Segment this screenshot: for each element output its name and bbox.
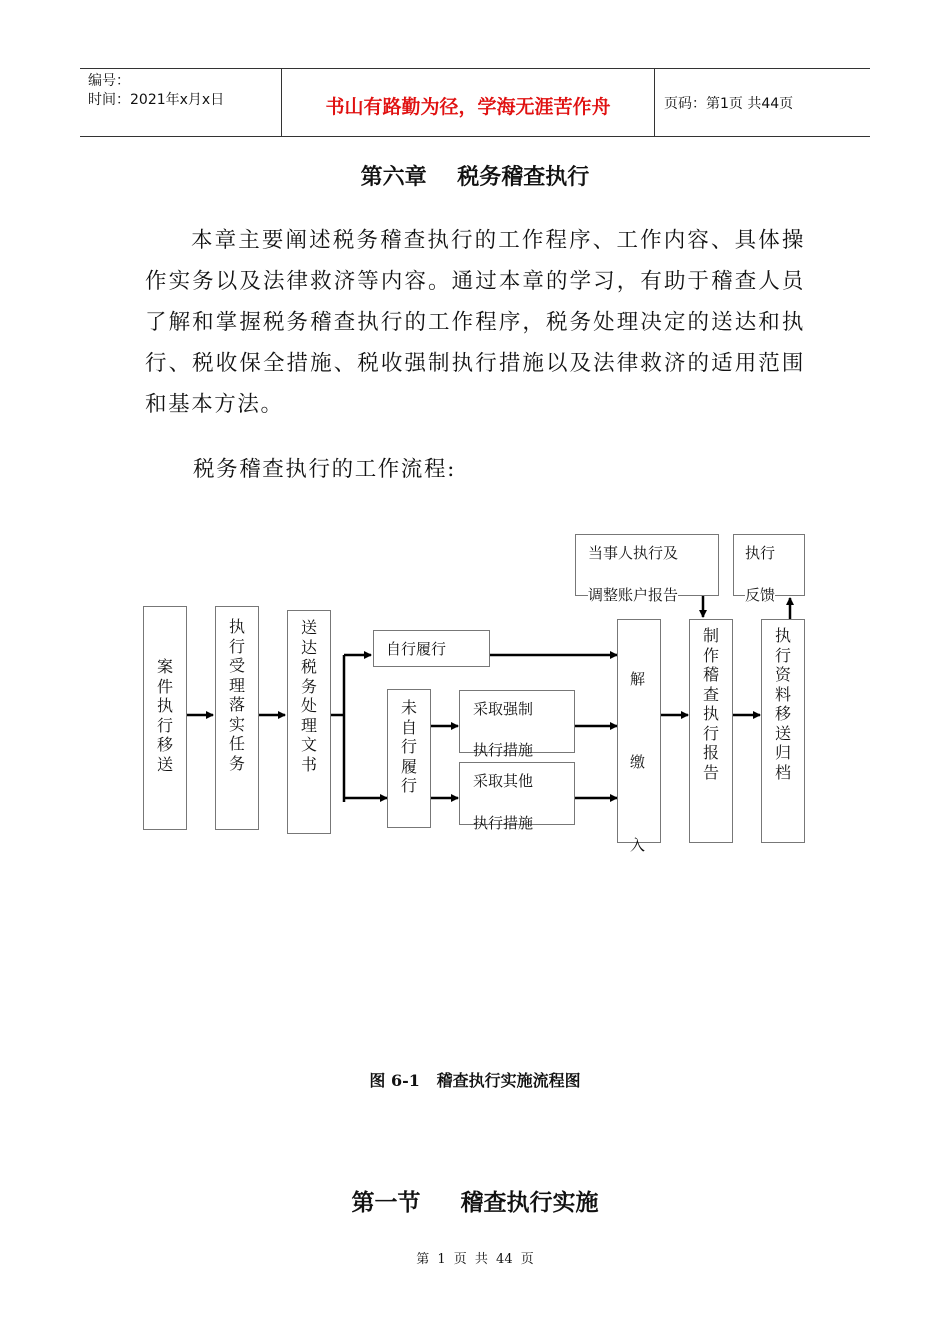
- intro-paragraph-text: 本章主要阐述税务稽查执行的工作程序、工作内容、具体操作实务以及法律救济等内容。通过本章的学习，有助于稽查人员了解和掌握税务稽查执行的工作程序，税务处理决定的送达和执行、税收保全措施、税收强制执行措施以及法律救济的适用范围和基本方法。: [145, 228, 805, 417]
- box-feedback-line2: 反馈: [745, 586, 776, 604]
- box-feedback: [733, 534, 805, 604]
- box-feedback-line1: 执行: [745, 544, 776, 562]
- box-not-self-perform-label: 未 自 行 履 行: [400, 698, 417, 795]
- box-enforce-measures-line1: 采取强制: [473, 700, 534, 718]
- box-self-perform-label: 自行履行: [386, 640, 447, 658]
- box-archive: [761, 619, 805, 843]
- box-not-self-perform: [387, 689, 431, 828]
- box-case-transfer: [143, 606, 187, 830]
- box-party-report-line2: 调整账户报告: [588, 586, 679, 604]
- box-accept-task: [215, 606, 259, 830]
- box-party-report: [575, 534, 719, 604]
- box-payment-char-1: 解: [630, 670, 646, 688]
- flow-intro-text: 税务稽查执行的工作流程:: [193, 457, 456, 482]
- box-party-report-line1: 当事人执行及: [588, 544, 679, 562]
- box-other-measures-line1: 采取其他: [473, 772, 534, 790]
- box-case-transfer-label: 案 件 执 行 移 送: [156, 657, 173, 774]
- figure-caption: 图 6-1 稽查执行实施流程图: [369, 1071, 581, 1090]
- box-enforce-measures-line2: 执行措施: [473, 741, 534, 759]
- box-payment: [617, 619, 661, 854]
- box-make-report-label: 制 作 稽 查 执 行 报 告: [702, 626, 719, 782]
- box-self-perform: [373, 630, 490, 667]
- header-motto: 书山有路勤为径，学海无涯苦作舟: [325, 96, 611, 118]
- header-code-label: 编号：: [88, 73, 130, 89]
- box-payment-char-2: 缴: [630, 753, 646, 771]
- box-deliver-docs-label: 送 达 税 务 处 理 文 书: [300, 618, 317, 774]
- chapter-title: 第六章 税务稽查执行: [360, 165, 590, 190]
- page-footer: 第 1 页 共 44 页: [416, 1252, 534, 1267]
- box-make-report: [689, 619, 733, 843]
- box-accept-task-label: 执 行 受 理 落 实 任 务: [228, 617, 245, 773]
- box-payment-char-3: 入: [630, 836, 646, 854]
- box-other-measures: [459, 762, 575, 832]
- box-deliver-docs: [287, 610, 331, 834]
- section-title: 第一节 稽查执行实施: [351, 1190, 599, 1216]
- box-archive-label: 执 行 资 料 移 送 归 档: [774, 626, 791, 782]
- header-date-label: 时间：2021年x月x日: [88, 92, 225, 108]
- box-enforce-measures: [459, 690, 575, 759]
- header-page-info: 页码：第1页 共44页: [664, 96, 794, 112]
- box-other-measures-line2: 执行措施: [473, 814, 534, 832]
